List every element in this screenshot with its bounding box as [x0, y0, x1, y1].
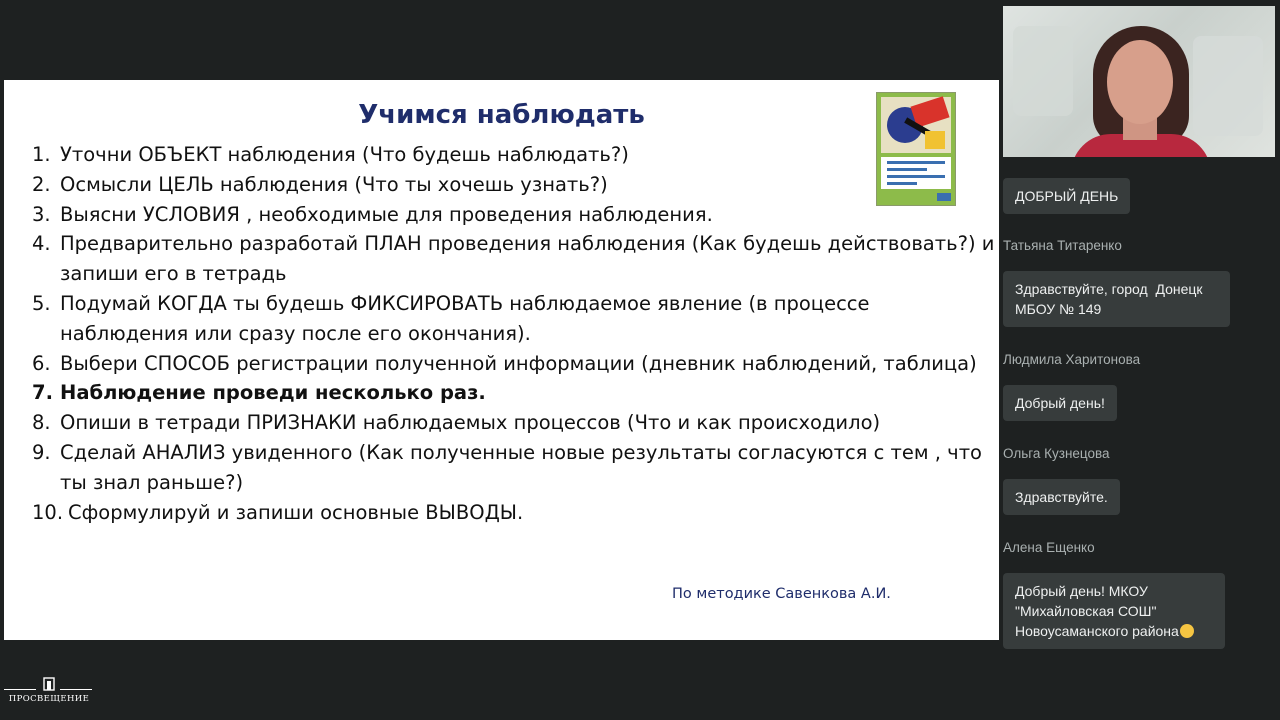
- chat-message: Добрый день!: [1003, 385, 1117, 421]
- presentation-slide: [4, 80, 999, 640]
- prosveshchenie-logo: [4, 676, 94, 706]
- observation-steps-list: [32, 140, 997, 527]
- list-item: 8. Опиши в тетради ПРИЗНАКИ наблюдаемых процессов (Что и как происходило): [32, 411, 881, 435]
- list-item: 9. Сделай АНАЛИЗ увиденного (Как полученные новые результаты согласуются с тем , что ты знал раньше?): [32, 440, 982, 494]
- brand-mark-icon: [41, 676, 57, 692]
- chat-message: ДОБРЫЙ ДЕНЬ: [1003, 178, 1130, 214]
- chat-message: Добрый день! МКОУ "Михайловская СОШ" Новоусаманского района: [1003, 573, 1225, 649]
- chat-author: Алена Ещенко: [1003, 540, 1095, 555]
- chat-author: Людмила Харитонова: [1003, 352, 1141, 367]
- list-item: 6. Выбери СПОСОБ регистрации полученной информации (дневник наблюдений, таблица): [32, 351, 977, 375]
- chat-author: Татьяна Титаренко: [1003, 238, 1122, 253]
- slide-credit: По методике Савенкова А.И.: [672, 586, 891, 602]
- chat-message: Здравствуйте.: [1003, 479, 1120, 515]
- list-item: 5. Подумай КОГДА ты будешь ФИКСИРОВАТЬ наблюдаемое явление (в процессе наблюдения или сразу после его окончания).: [32, 291, 870, 345]
- list-item: 10. Сформулируй и запиши основные ВЫВОДЫ.: [32, 500, 524, 524]
- list-item: 1. Уточни ОБЪЕКТ наблюдения (Что будешь наблюдать?): [32, 143, 629, 166]
- chat-author: Ольга Кузнецова: [1003, 446, 1110, 461]
- slide-title: Учимся наблюдать: [358, 100, 645, 130]
- smiling-face-icon: [1180, 624, 1194, 638]
- list-item: 4. Предварительно разработай ПЛАН проведения наблюдения (Как будешь действовать?) и запиши его в тетрадь: [32, 232, 995, 286]
- presenter-video[interactable]: [1003, 6, 1275, 157]
- brand-name: ПРОСВЕЩЕНИЕ: [8, 694, 90, 704]
- list-item: 3. Выясни УСЛОВИЯ , необходимые для проведения наблюдения.: [32, 202, 713, 226]
- chat-message: Здравствуйте, город Донецк МБОУ № 149: [1003, 271, 1230, 327]
- list-item: 2. Осмысли ЦЕЛЬ наблюдения (Что ты хочешь узнать?): [32, 172, 608, 196]
- list-item: 7. Наблюдение проведи несколько раз.: [32, 381, 486, 405]
